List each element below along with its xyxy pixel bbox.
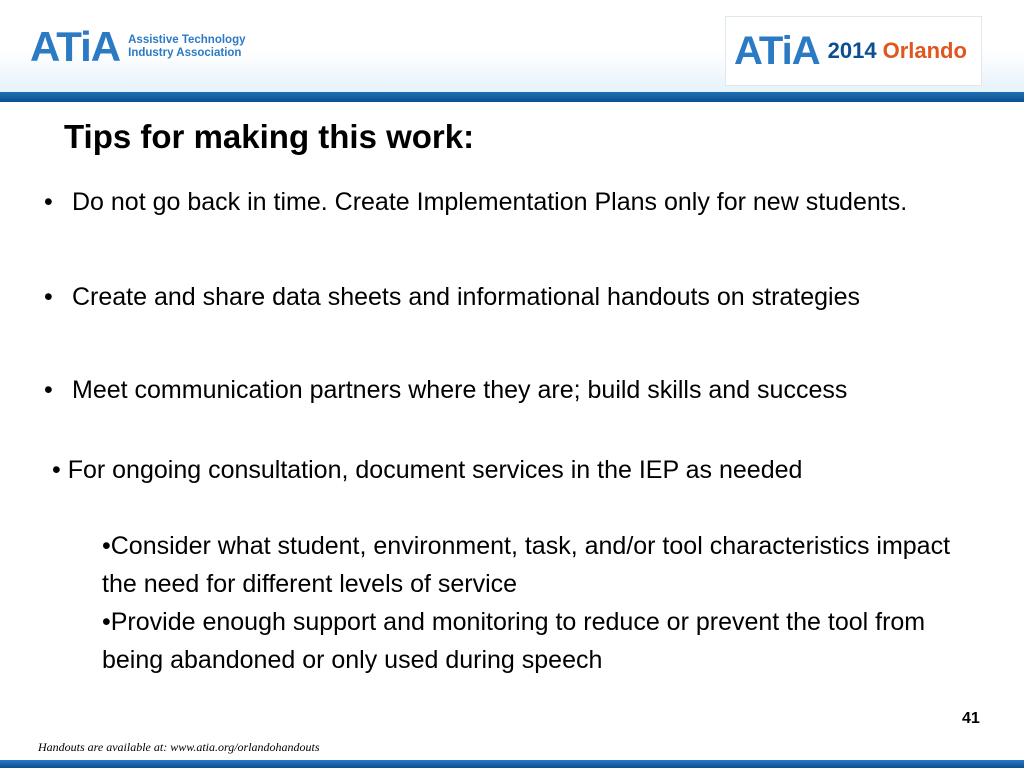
atia-logo-line1: Assistive Technology	[128, 34, 246, 46]
bullet-ongoing-consultation: • For ongoing consultation, document services in the IEP as needed	[52, 456, 803, 484]
bullet-item	[44, 184, 974, 220]
footer-rule	[0, 760, 1024, 768]
header-rule	[0, 92, 1024, 102]
sub-bullet-provide: •Provide enough support and monitoring to reduce or prevent the tool from being abandoned or only used during speech	[102, 608, 926, 674]
atia-logo-mark: ATiA	[30, 23, 121, 70]
atia-2014-logo-mark: ATiA	[734, 29, 820, 73]
atia-logo-line2: Industry Association	[128, 47, 242, 59]
bullet-text: Create and share data sheets and informational handouts on strategies	[72, 283, 861, 311]
sub-bullet-consider: •Consider what student, environment, task, and/or tool characteristics impact the need for different levels of service	[102, 532, 951, 598]
bullet-marker: •	[44, 188, 53, 216]
atia-2014-orlando-logo	[725, 16, 982, 86]
bullet-text: Do not go back in time. Create Implementation Plans only for new students.	[72, 188, 908, 216]
atia-logo-text	[128, 34, 245, 60]
bullet-text: Meet communication partners where they are; build skills and success	[72, 376, 848, 404]
bullet-item	[44, 279, 974, 315]
atia-logo	[30, 22, 246, 72]
bullet-marker: •	[44, 376, 53, 404]
conference-city: Orlando	[882, 38, 967, 63]
bullet-item	[44, 372, 974, 408]
page-number: 41	[962, 710, 980, 727]
slide-title: Tips for making this work:	[64, 118, 475, 155]
footer-handouts-note: Handouts are available at: www.atia.org/orlandohandouts	[38, 740, 320, 754]
conference-year: 2014	[827, 38, 877, 63]
bullet-marker: •	[44, 283, 53, 311]
